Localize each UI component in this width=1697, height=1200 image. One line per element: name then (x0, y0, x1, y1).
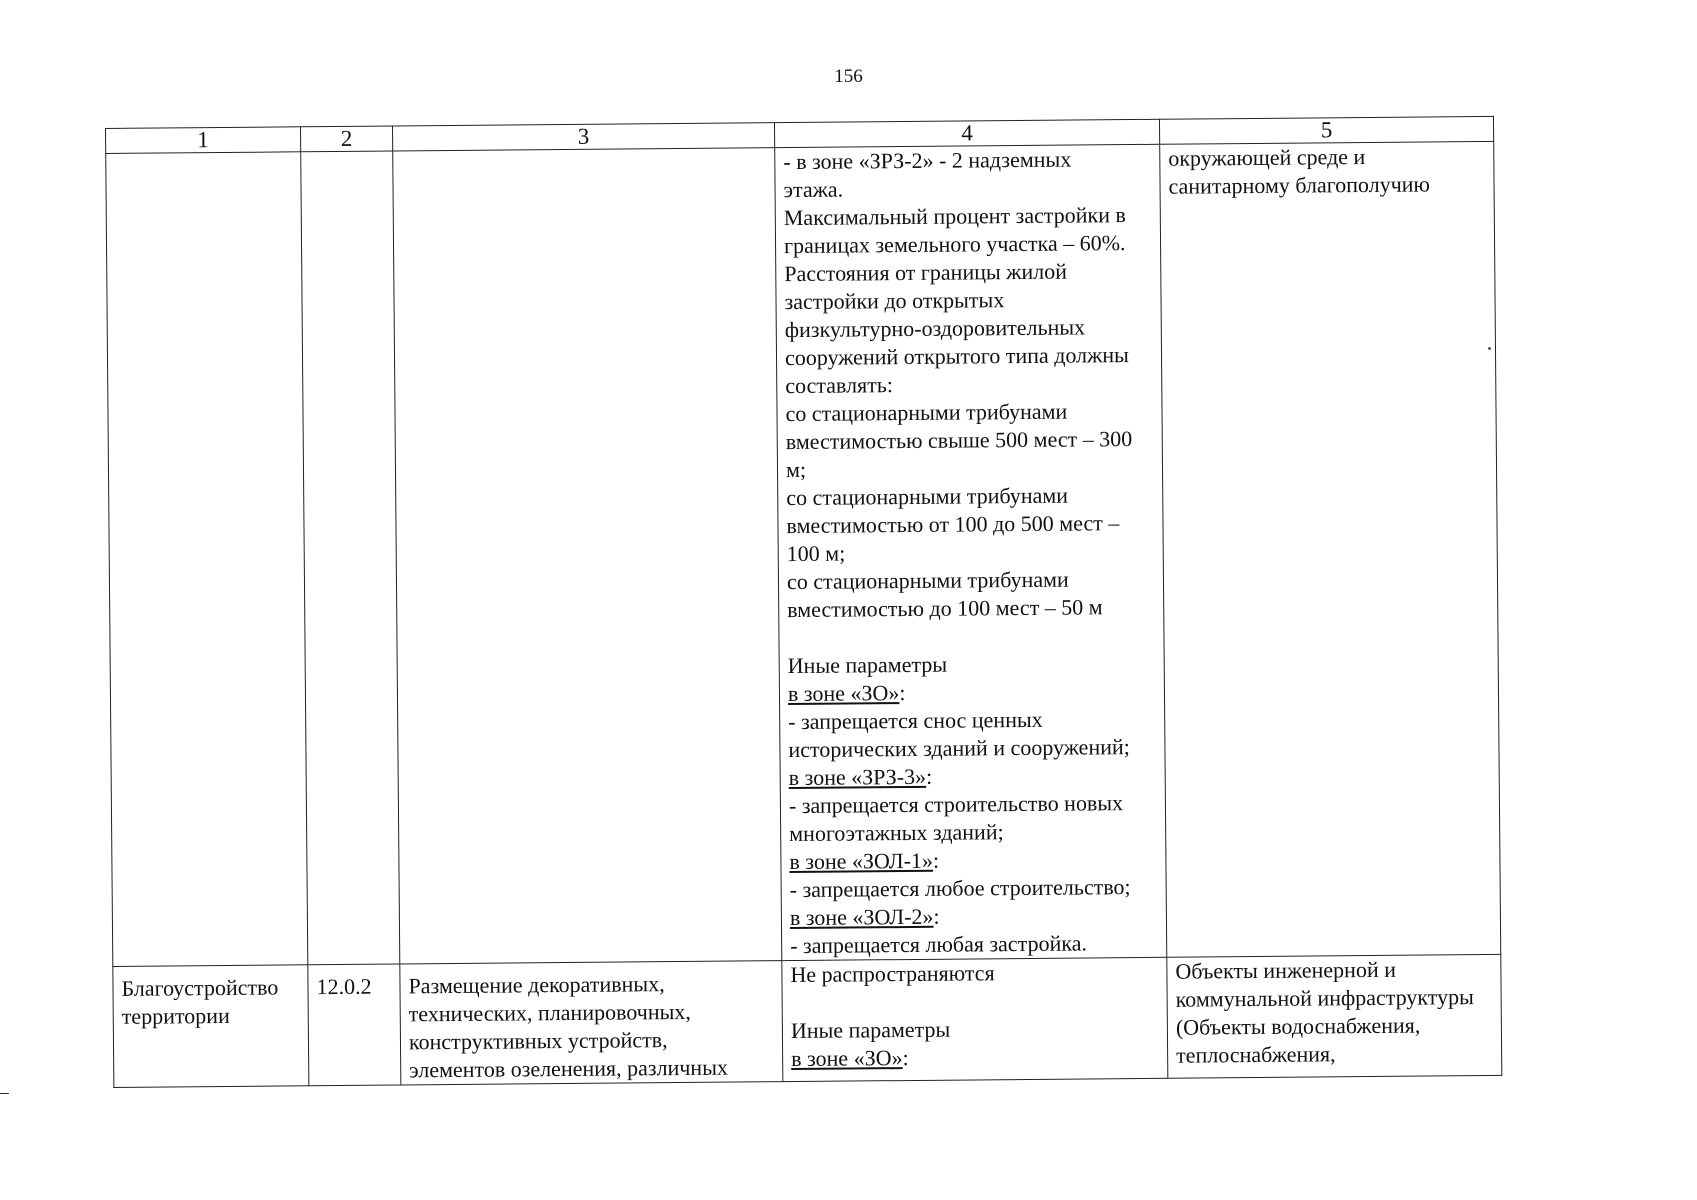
row2-col5-lines (1175, 955, 1493, 1070)
text-line: физкультурно-оздоровительных (784, 314, 1086, 343)
text-line: вместимостью свыше 500 мест – 300 (785, 426, 1133, 455)
row1-col5-lines (1168, 142, 1485, 201)
text-line: - в зоне «ЗРЗ-2» - 2 надземных (783, 146, 1072, 175)
text-line: - запрещается строительство новых (788, 790, 1124, 819)
row1-col2 (301, 151, 400, 965)
text-line: Расстояния от границы жилой (784, 258, 1068, 287)
text-line (787, 621, 1155, 652)
text-line: Не распространяются (790, 960, 995, 988)
header-col-5: 5 (1159, 116, 1493, 144)
text-line: составлять: (785, 372, 894, 399)
header-col-4: 4 (774, 119, 1159, 147)
row2-col4-parameters (782, 957, 1168, 1081)
scan-speck (1488, 347, 1491, 350)
text-line: Размещение декоративных, (408, 971, 665, 999)
zone-label: в зоне «ЗО» (791, 1045, 903, 1072)
row1-col4-parameters (775, 144, 1167, 960)
text-line: в зоне «ЗОЛ-2»: (789, 903, 940, 931)
text-line: границах земельного участка – 60%. (783, 230, 1126, 259)
text-line: застройки до открытых (784, 287, 1005, 315)
text-line: - запрещается снос ценных (788, 706, 1043, 735)
text-line: - запрещается любое строительство; (789, 874, 1131, 903)
zoning-table (105, 116, 1502, 1088)
text-line: со стационарными трибунами (785, 398, 1068, 427)
text-line: м; (785, 456, 807, 483)
text-line: в зоне «ЗРЗ-3»: (788, 763, 933, 791)
text-line: Максимальный процент застройки в (783, 202, 1126, 231)
header-col-3: 3 (392, 123, 774, 151)
table-row (106, 141, 1501, 966)
row2-col3-lines (408, 969, 774, 1084)
zone-label: в зоне «ЗОЛ-1» (789, 847, 934, 875)
row1-col4-lines (783, 145, 1158, 960)
text-line: со стационарными трибунами (786, 482, 1069, 511)
text-line: многоэтажных зданий; (789, 819, 1004, 847)
row1-col1 (106, 152, 308, 967)
text-line: коммунальной инфраструктуры (1175, 984, 1474, 1012)
text-line: вместимостью до 100 мест – 50 м (787, 594, 1103, 623)
header-col-1: 1 (106, 127, 301, 154)
text-line: Иные параметры (790, 1016, 951, 1044)
table-row (113, 954, 1502, 1087)
text-line: конструктивных устройств, (408, 1027, 668, 1055)
row2-col1-lines (121, 973, 299, 1031)
zone-label: в зоне «ЗРЗ-3» (788, 763, 927, 791)
text-line: вместимостью от 100 до 500 мест – (786, 510, 1120, 539)
text-line: территории (121, 1002, 230, 1029)
margin-mark (0, 1093, 9, 1094)
zone-label: в зоне «ЗОЛ-2» (789, 903, 934, 931)
text-line: технических, планировочных, (408, 998, 691, 1027)
text-line (791, 986, 1159, 1017)
text-line: Иные параметры (787, 651, 948, 679)
text-line: исторических зданий и сооружений; (788, 734, 1130, 763)
header-col-2: 2 (300, 126, 392, 152)
zone-label: в зоне «ЗО» (787, 680, 900, 707)
text-line: теплоснабжения, (1176, 1041, 1336, 1068)
text-line: в зоне «ЗОЛ-1»: (789, 847, 940, 875)
row2-col5-notes (1167, 954, 1502, 1078)
text-line: этажа. (783, 176, 844, 203)
row2-col4-lines (790, 958, 1159, 1073)
row2-col2-code: 12.0.2 (308, 964, 401, 1086)
document-sheet (105, 116, 1502, 1088)
text-line: в зоне «ЗО»: (791, 1045, 909, 1072)
text-line: окружающей среде и (1168, 144, 1366, 171)
text-line: санитарному благополучию (1168, 171, 1431, 199)
page-number: 156 (834, 66, 863, 87)
row1-col3 (393, 148, 782, 964)
text-line: Благоустройство (121, 974, 279, 1001)
row2-col3-description (400, 961, 783, 1085)
text-line: в зоне «ЗО»: (787, 680, 906, 707)
row2-col1-use-type (113, 965, 309, 1088)
text-line: Объекты инженерной и (1175, 956, 1397, 984)
row1-col5-notes (1160, 141, 1501, 957)
text-line: со стационарными трибунами (786, 566, 1069, 595)
text-line: (Объекты водоснабжения, (1175, 1012, 1421, 1040)
text-line: элементов озеленения, различных (409, 1054, 729, 1083)
text-line: сооружений открытого типа должны (784, 342, 1129, 371)
text-line: 100 м; (786, 540, 846, 567)
text-line: - запрещается любая застройка. (790, 930, 1088, 959)
